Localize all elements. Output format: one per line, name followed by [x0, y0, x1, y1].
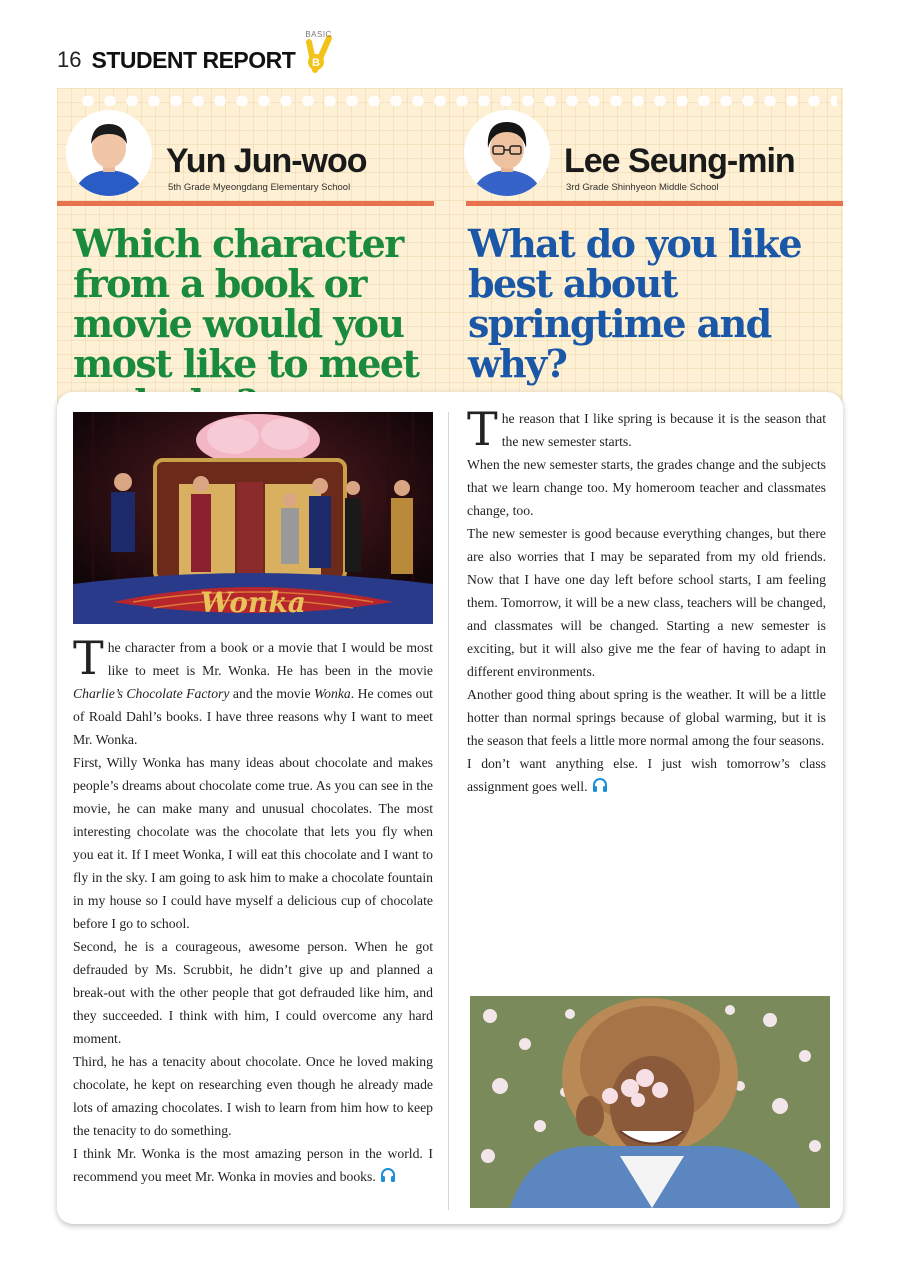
student-right — [464, 110, 842, 200]
wonka-stage-photo — [73, 412, 433, 624]
right-paragraph-3: The new semester is good because everything changes, but there are also worries that I may be separated from my old friends. Now that I have one day left before school starts, I am feeling them. Tomorrow, it will be a new class, teachers will be changed, and classmates will be changed. Starting a new semester is exciting, but it will also give me the fear of having to adapt in different environments. — [467, 526, 826, 679]
banner-dot-strip — [77, 96, 837, 106]
right-paragraph-1 — [467, 402, 826, 456]
left-paragraph-5 — [73, 1142, 433, 1189]
badge-letter: B — [312, 57, 321, 69]
page-number: 16 — [57, 47, 82, 72]
left-p1-end: . He comes out of Roald Dahl’s books. I have three reasons why I want to meet Mr. Wonka. — [73, 686, 433, 747]
student-school-right: 3rd Grade Shinhyeon Middle School — [566, 182, 719, 193]
question-right: What do you like best about springtime and why? — [468, 221, 801, 386]
left-dropcap: T — [73, 631, 104, 685]
left-p1-title1: Charlie’s Chocolate Factory — [73, 686, 230, 701]
column-divider — [448, 412, 449, 1210]
left-p1-mid: and the movie — [229, 686, 314, 701]
boy-portrait-icon — [66, 110, 152, 196]
basic-badge — [303, 32, 333, 76]
left-article-body — [73, 631, 433, 1189]
boy-with-glasses-portrait-icon — [464, 110, 550, 196]
wonka-stage-illustration — [73, 412, 433, 624]
student-left — [66, 110, 434, 200]
right-p5-text: I don’t want anything else. I just wish tomorrow’s class assignment goes well. — [467, 756, 826, 794]
headphones-icon — [380, 1166, 396, 1189]
question-left: Which character from a book or movie would you most like to meet — [73, 221, 419, 386]
left-p1-text: he character from a book or a movie that I would be most like to meet is Mr. Wonka. He has been in the movie — [107, 640, 433, 678]
accent-rule-left — [57, 201, 434, 206]
page-header — [57, 30, 333, 80]
accent-rule-right — [466, 201, 843, 206]
spring-flower-photo — [470, 996, 830, 1208]
avatar-left — [66, 110, 152, 196]
right-dropcap: T — [467, 402, 498, 456]
wonka-logo: Wonka — [200, 586, 306, 619]
avatar-right — [464, 110, 550, 196]
right-paragraph-5 — [467, 752, 826, 799]
student-school-left: 5th Grade Myeongdang Elementary School — [168, 182, 351, 193]
right-article-body — [467, 402, 826, 799]
left-paragraph-2: First, Willy Wonka has many ideas about chocolate and makes people’s dreams about chocolate come true. As you can see in the movie, he can make many and unusual chocolates. The most interesting chocolate was the chocolate that lets you fly when you eat it. If I meet Wonka, I will eat this chocolate and I want to fly in the sky. I am going to ask him to make a chocolate fountain in my house so I could have myself a delicious cup of chocolate before I go to school. — [73, 755, 433, 931]
headphones-icon — [592, 776, 608, 799]
section-title: STUDENT REPORT — [91, 46, 296, 73]
left-paragraph-1 — [73, 631, 433, 751]
left-paragraph-3: Second, he is a courageous, awesome person. When he got defrauded by Ms. Scrubbit, he didn’t give up and planned a break-out with the other people that got defrauded like him, and they succeeded. I think with him, I could overcome any hard moment. — [73, 939, 433, 1046]
right-paragraph-4: Another good thing about spring is the weather. It will be a little hotter than normal springs because of global warming, but it is the season that feels a little more normal among the four seasons. — [467, 687, 826, 748]
left-p1-title2: Wonka — [314, 686, 351, 701]
woman-with-blossoms-illustration — [470, 996, 830, 1208]
badge-label: BASIC — [305, 30, 332, 39]
left-p5-text: I think Mr. Wonka is the most amazing person in the world. I recommend you meet Mr. Wonka in movies and books. — [73, 1146, 433, 1184]
right-p1-text: he reason that I like spring is because it is the season that the new semester starts. — [501, 411, 826, 449]
student-name-left: Yun Jun-woo — [166, 142, 367, 180]
student-name-right: Lee Seung-min — [564, 142, 795, 180]
left-paragraph-4: Third, he has a tenacity about chocolate. Once he loved making chocolate, he kept on researching even though he already made lots of amazing chocolates. I wish to learn from him how to keep the tenacity to do something. — [73, 1054, 433, 1138]
right-paragraph-2: When the new semester starts, the grades change and the subjects that we learn change too. My homeroom teacher and classmates change, too. — [467, 457, 826, 518]
